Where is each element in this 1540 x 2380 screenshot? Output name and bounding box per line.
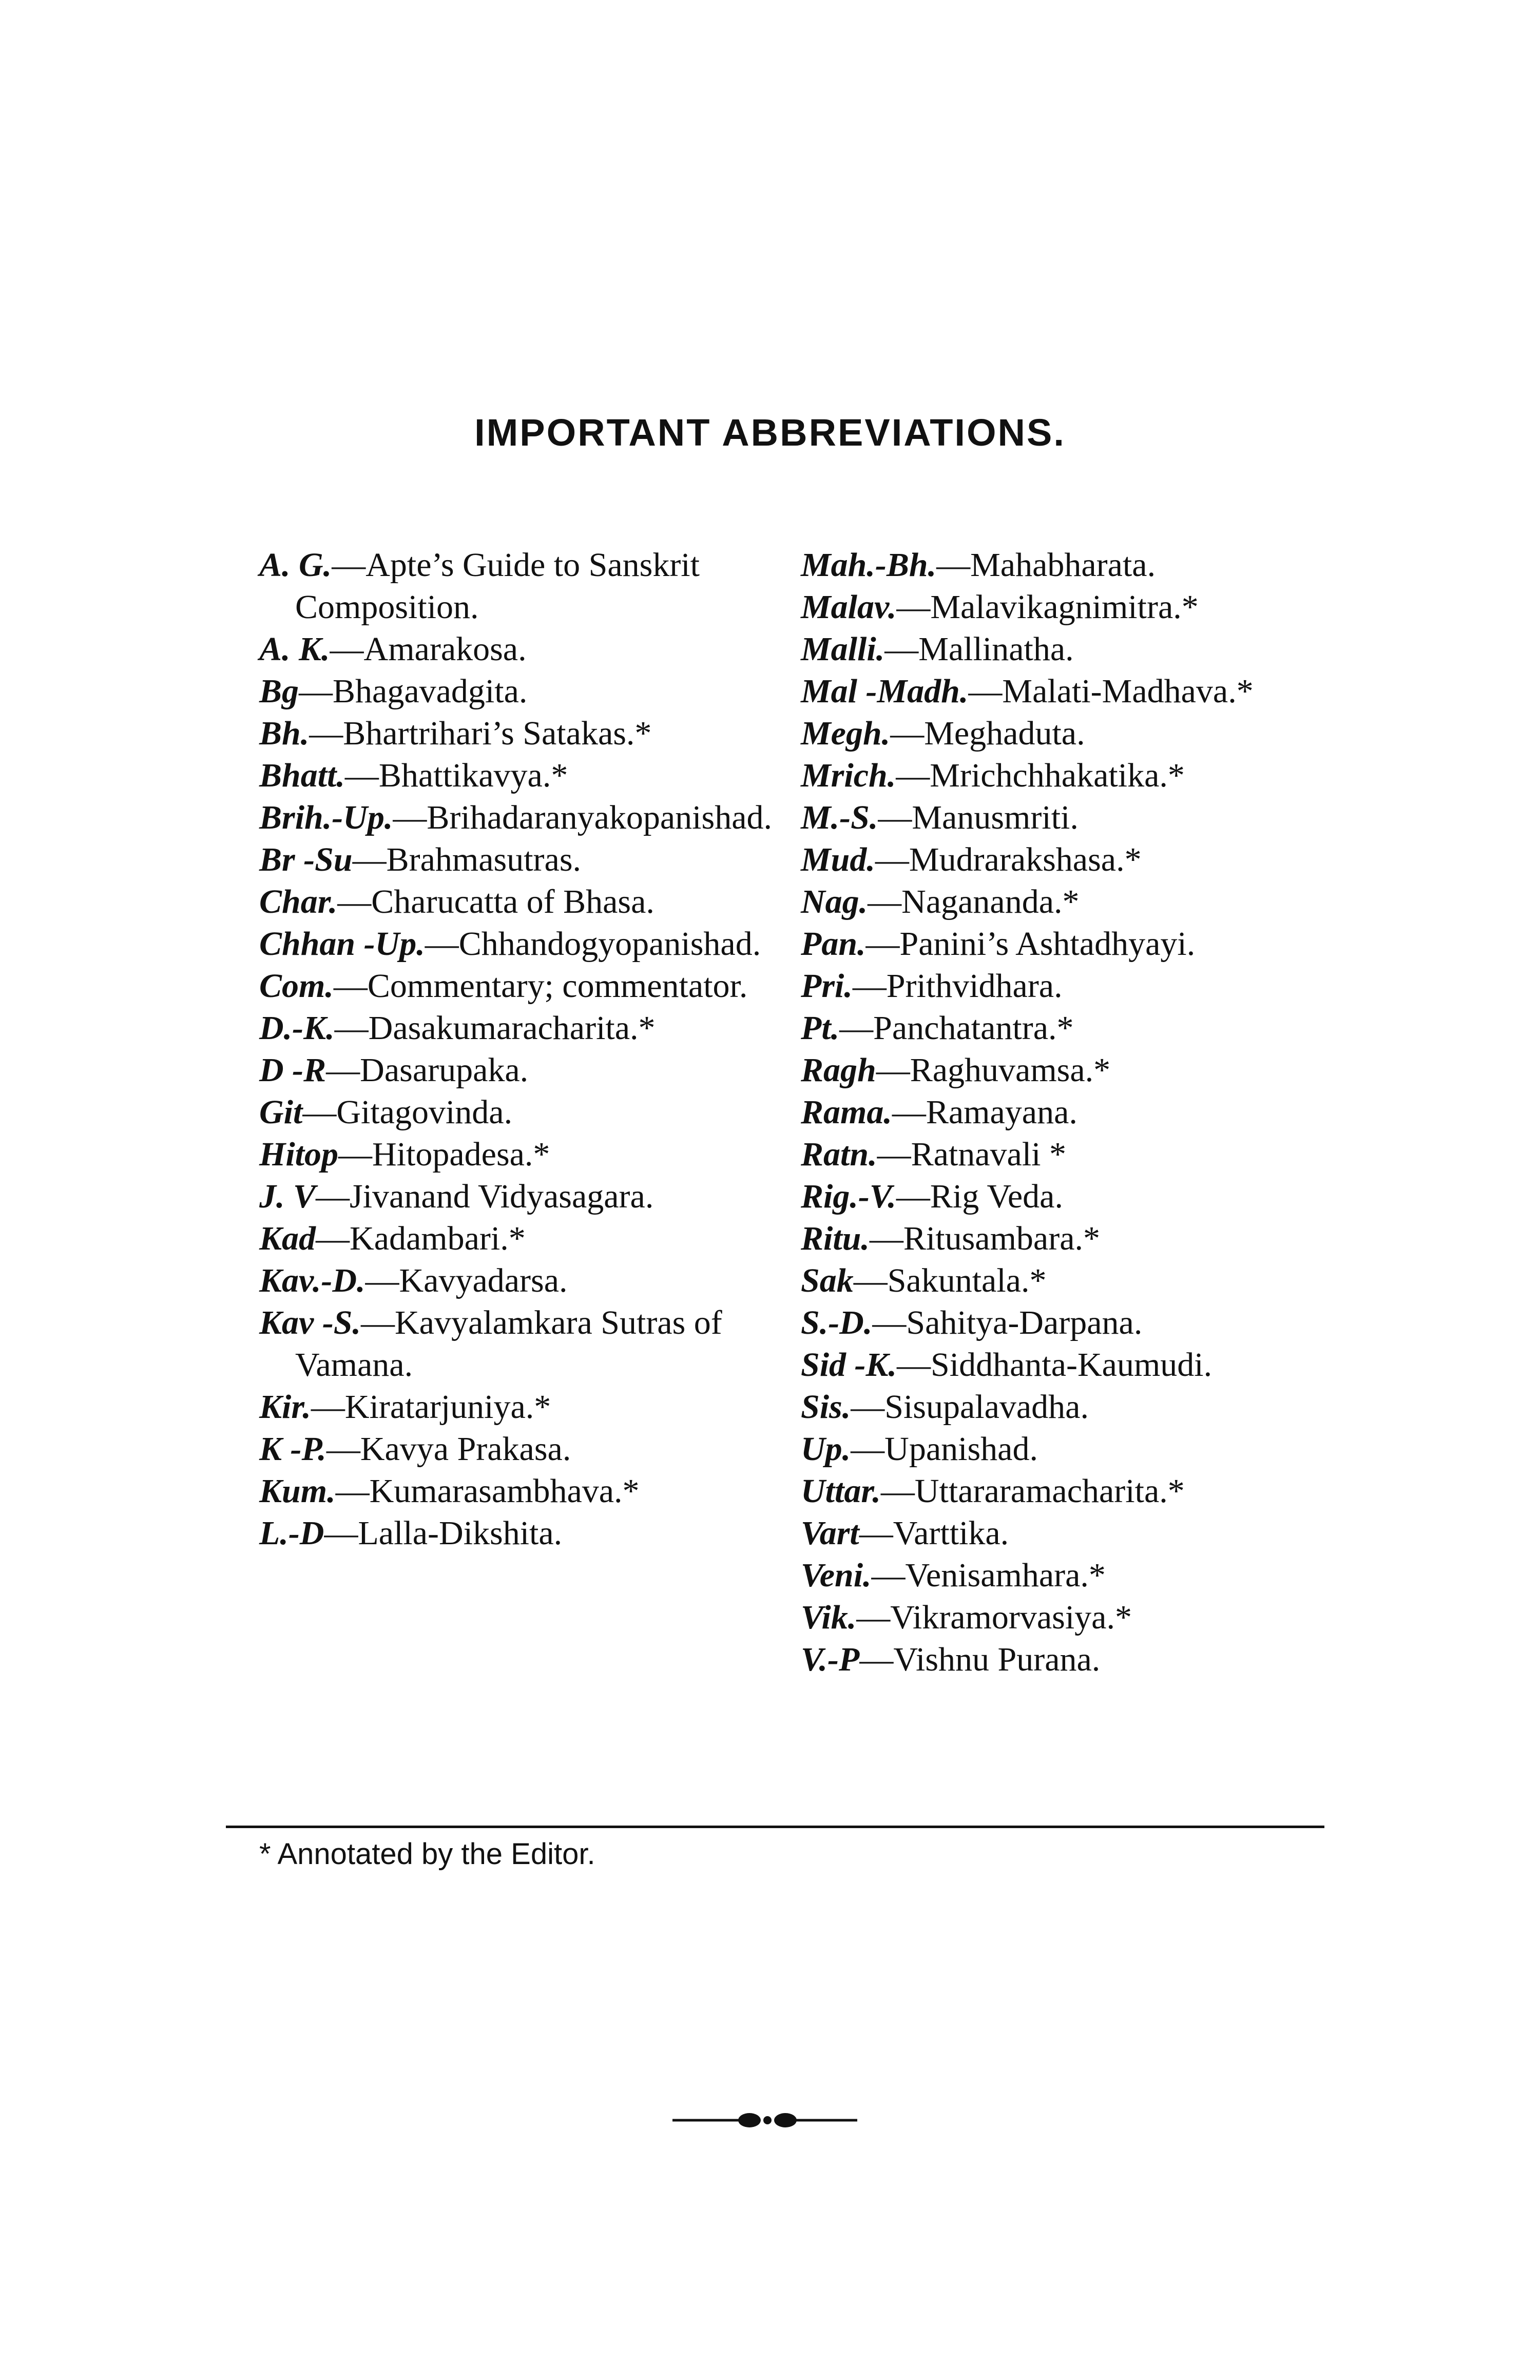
abbreviation-entry (259, 881, 778, 923)
abbreviation-meaning: Upanishad. (884, 1430, 1038, 1468)
footnote-divider (226, 1826, 1324, 1828)
entry-separator: — (361, 1304, 395, 1341)
abbreviation-meaning: Kadambari.* (350, 1220, 526, 1257)
abbreviation: Veni. (801, 1557, 872, 1594)
abbreviation-meaning: Kavya Prakasa. (360, 1430, 571, 1468)
abbreviation-entry (801, 1176, 1365, 1218)
abbreviation-meaning: Lalla-Dikshita. (358, 1514, 563, 1552)
entry-separator: — (326, 1430, 360, 1468)
abbreviation: Kav -S. (259, 1304, 361, 1341)
entry-separator: — (877, 1136, 911, 1173)
abbreviation: D.-K. (259, 1009, 335, 1047)
abbreviation-meaning: Dasakumaracharita.* (368, 1009, 656, 1047)
abbreviation: Kum. (259, 1472, 336, 1510)
abbreviation-entry (801, 965, 1365, 1007)
abbreviation-entry (259, 1007, 778, 1049)
abbreviation-meaning: Vikramorvasiya.* (890, 1599, 1132, 1636)
abbreviation: Bg (259, 673, 299, 710)
abbreviation-meaning: Ramayana. (926, 1093, 1077, 1131)
abbreviation: A. G. (259, 546, 332, 584)
abbreviation-meaning: Malati-Madhava.* (1002, 673, 1254, 710)
abbreviation-meaning: Brihadaranyakopanishad. (427, 799, 772, 836)
entry-separator: — (316, 1220, 350, 1257)
entry-separator: — (869, 1220, 903, 1257)
entry-separator: — (875, 841, 909, 878)
abbreviation: Pri. (801, 967, 853, 1005)
entry-separator: — (872, 1304, 907, 1341)
abbreviation-entry (801, 1597, 1365, 1639)
abbreviation: Malli. (801, 630, 885, 668)
abbreviation-entry (801, 1470, 1365, 1512)
abbreviation-entry (801, 797, 1365, 839)
printer-ornament-icon (672, 2105, 857, 2136)
entry-separator: — (851, 1388, 885, 1426)
abbreviation-meaning: Kavyadarsa. (399, 1262, 568, 1299)
abbreviation-meaning: Mahabharata. (970, 546, 1156, 584)
abbreviation: Mud. (801, 841, 875, 878)
abbreviation-entry (259, 839, 778, 881)
abbreviation-entry (801, 1302, 1365, 1344)
abbreviation-meaning: Raghuvamsa.* (910, 1051, 1111, 1089)
abbreviation-meaning: Panchatantra.* (873, 1009, 1074, 1047)
abbreviation-entry (259, 965, 778, 1007)
abbreviation: M.-S. (801, 799, 878, 836)
abbreviation: Mrich. (801, 757, 896, 794)
abbreviation: Bh. (259, 715, 310, 752)
entry-separator: — (302, 1093, 337, 1131)
abbreviation: Char. (259, 883, 338, 920)
abbreviation-meaning: Mallinatha. (918, 630, 1074, 668)
abbreviation-entry (801, 544, 1365, 586)
abbreviation-meaning: Rig Veda. (930, 1178, 1063, 1215)
abbreviation-entry (801, 1091, 1365, 1134)
abbreviation-meaning: Amarakosa. (363, 630, 527, 668)
abbreviation-entry (259, 1176, 778, 1218)
abbreviation-entry (259, 1260, 778, 1302)
abbreviation: Uttar. (801, 1472, 881, 1510)
entry-separator: — (352, 841, 387, 878)
abbreviation-meaning: Prithvidhara. (886, 967, 1063, 1005)
entry-separator: — (865, 925, 900, 963)
entry-separator: — (334, 1009, 369, 1047)
abbreviation: L.-D (259, 1514, 324, 1552)
right-abbreviation-column (801, 544, 1365, 1681)
abbreviation-meaning: Sakuntala.* (887, 1262, 1047, 1299)
abbreviation: Up. (801, 1430, 851, 1468)
abbreviation-meaning: Bhagavadgita. (333, 673, 528, 710)
entry-separator: — (852, 967, 887, 1005)
entry-separator: — (337, 883, 372, 920)
abbreviation-entry (801, 1428, 1365, 1470)
footnote: * Annotated by the Editor. (259, 1837, 595, 1871)
abbreviation-meaning: Manusmriti. (912, 799, 1079, 836)
abbreviation-meaning: Malavikagnimitra.* (930, 588, 1199, 626)
entry-separator: — (868, 883, 902, 920)
abbreviation: Git (259, 1093, 303, 1131)
abbreviation: Sak (801, 1262, 854, 1299)
abbreviation: Sid -K. (801, 1346, 897, 1384)
abbreviation-meaning: Uttararamacharita.* (914, 1472, 1185, 1510)
abbreviation-entry (259, 628, 778, 670)
abbreviation-entry (259, 1218, 778, 1260)
abbreviation-entry (801, 1554, 1365, 1597)
abbreviation: Ragh (801, 1051, 876, 1089)
abbreviation-meaning: Varttika. (893, 1514, 1009, 1552)
abbreviation-meaning: Kavyalamkara Sutras of Vamana. (295, 1304, 722, 1384)
abbreviation-entry (801, 839, 1365, 881)
abbreviation: Pan. (801, 925, 866, 963)
entry-separator: — (884, 630, 919, 668)
abbreviation-entry (801, 1260, 1365, 1302)
entry-separator: — (365, 1262, 399, 1299)
abbreviation: Hitop (259, 1136, 339, 1173)
entry-separator: — (871, 1557, 906, 1594)
entry-separator: — (311, 1388, 345, 1426)
abbreviation: Megh. (801, 715, 891, 752)
entry-separator: — (890, 715, 925, 752)
abbreviation-entry (259, 1049, 778, 1091)
abbreviation-entry (801, 923, 1365, 965)
abbreviation: Vik. (801, 1599, 857, 1636)
abbreviation-entry (259, 1302, 778, 1386)
abbreviation-entry (259, 1428, 778, 1470)
abbreviation-entry (259, 544, 778, 628)
entry-separator: — (335, 1472, 370, 1510)
entry-separator: — (878, 799, 912, 836)
entry-separator: — (338, 1136, 373, 1173)
entry-separator: — (876, 1051, 910, 1089)
entry-separator: — (299, 673, 333, 710)
abbreviation-entry (259, 670, 778, 713)
abbreviation-entry (801, 1049, 1365, 1091)
entry-separator: — (326, 1051, 360, 1089)
abbreviation-entry (259, 755, 778, 797)
entry-separator: — (859, 1641, 894, 1678)
left-abbreviation-column (259, 544, 778, 1554)
abbreviation: Rama. (801, 1093, 892, 1131)
abbreviation: Kir. (259, 1388, 311, 1426)
abbreviation-entry (801, 1512, 1365, 1554)
abbreviation-meaning: Mudrarakshasa.* (909, 841, 1142, 878)
abbreviation-meaning: Vishnu Purana. (893, 1641, 1101, 1678)
entry-separator: — (332, 546, 366, 584)
page-title: IMPORTANT ABBREVIATIONS. (474, 411, 1066, 454)
abbreviation: Ritu. (801, 1220, 870, 1257)
abbreviation: Rig.-V. (801, 1178, 896, 1215)
abbreviation-entry (259, 1134, 778, 1176)
abbreviation-meaning: Siddhanta-Kaumudi. (931, 1346, 1212, 1384)
abbreviation-meaning: Dasarupaka. (360, 1051, 529, 1089)
abbreviation-entry (801, 1639, 1365, 1681)
abbreviation: D -R (259, 1051, 326, 1089)
abbreviation-entry (259, 1386, 778, 1428)
abbreviation: Kav.-D. (259, 1262, 365, 1299)
entry-separator: — (324, 1514, 358, 1552)
abbreviation: Kad (259, 1220, 316, 1257)
abbreviation-meaning: Apte’s Guide to Sanskrit Composition. (295, 546, 700, 626)
abbreviation: Brih.-Up. (259, 799, 393, 836)
entry-separator: — (309, 715, 343, 752)
abbreviation-meaning: Sahitya-Darpana. (906, 1304, 1143, 1341)
abbreviation-meaning: Sisupalavadha. (884, 1388, 1089, 1426)
abbreviation-entry (801, 1386, 1365, 1428)
abbreviation: Nag. (801, 883, 868, 920)
entry-separator: — (892, 1093, 926, 1131)
abbreviation-meaning: Charucatta of Bhasa. (371, 883, 654, 920)
abbreviation-meaning: Panini’s Ashtadhyayi. (899, 925, 1196, 963)
abbreviation-meaning: Hitopadesa.* (372, 1136, 550, 1173)
abbreviation: Bhatt. (259, 757, 345, 794)
entry-separator: — (333, 967, 368, 1005)
entry-separator: — (425, 925, 459, 963)
abbreviation-entry (801, 1134, 1365, 1176)
abbreviation: Br -Su (259, 841, 353, 878)
abbreviation-meaning: Meghaduta. (924, 715, 1085, 752)
abbreviation-entry (801, 1344, 1365, 1386)
abbreviation: Vart (801, 1514, 859, 1552)
entry-separator: — (859, 1514, 893, 1552)
entry-separator: — (897, 1346, 931, 1384)
abbreviation-meaning: Bhattikavya.* (378, 757, 568, 794)
abbreviation-meaning: Commentary; commentator. (367, 967, 748, 1005)
abbreviation-entry (259, 713, 778, 755)
entry-separator: — (856, 1599, 891, 1636)
abbreviation-meaning: Mrichchhakatika.* (930, 757, 1185, 794)
abbreviation-meaning: Chhandogyopanishad. (458, 925, 761, 963)
abbreviation-meaning: Ritusambara.* (903, 1220, 1100, 1257)
abbreviation-meaning: Jivanand Vidyasagara. (350, 1178, 654, 1215)
abbreviation: Sis. (801, 1388, 851, 1426)
abbreviation-meaning: Gitagovinda. (336, 1093, 513, 1131)
abbreviation-entry (801, 628, 1365, 670)
abbreviation: Com. (259, 967, 334, 1005)
entry-separator: — (839, 1009, 874, 1047)
entry-separator: — (344, 757, 379, 794)
abbreviation-meaning: Venisamhara.* (905, 1557, 1106, 1594)
abbreviation-entry (801, 755, 1365, 797)
entry-separator: — (316, 1178, 350, 1215)
abbreviation-entry (259, 797, 778, 839)
abbreviation-entry (801, 670, 1365, 713)
abbreviation-meaning: Kumarasambhava.* (369, 1472, 640, 1510)
entry-separator: — (968, 673, 1003, 710)
entry-separator: — (896, 757, 930, 794)
abbreviation-entry (801, 1218, 1365, 1260)
entry-separator: — (851, 1430, 885, 1468)
abbreviation-entry (259, 1091, 778, 1134)
abbreviation-entry (801, 1007, 1365, 1049)
abbreviation: Mal -Madh. (801, 673, 969, 710)
entry-separator: — (880, 1472, 915, 1510)
abbreviation: K -P. (259, 1430, 326, 1468)
entry-separator: — (896, 588, 931, 626)
abbreviation-entry (801, 713, 1365, 755)
abbreviation: V.-P (801, 1641, 860, 1678)
abbreviation-entry (801, 586, 1365, 628)
abbreviation-meaning: Ratnavali * (911, 1136, 1066, 1173)
entry-separator: — (393, 799, 427, 836)
abbreviation: J. V (259, 1178, 316, 1215)
abbreviation: Malav. (801, 588, 897, 626)
entry-separator: — (330, 630, 364, 668)
abbreviation-entry (259, 1470, 778, 1512)
abbreviation: S.-D. (801, 1304, 873, 1341)
abbreviation-meaning: Kiratarjuniya.* (344, 1388, 551, 1426)
abbreviation: Ratn. (801, 1136, 877, 1173)
entry-separator: — (853, 1262, 888, 1299)
abbreviation-entry (259, 923, 778, 965)
entry-separator: — (896, 1178, 930, 1215)
abbreviation-meaning: Bhartrihari’s Satakas.* (343, 715, 652, 752)
abbreviation: Mah.-Bh. (801, 546, 937, 584)
abbreviation: Pt. (801, 1009, 840, 1047)
abbreviation: Chhan -Up. (259, 925, 425, 963)
abbreviation-meaning: Brahmasutras. (386, 841, 582, 878)
abbreviation-meaning: Nagananda.* (901, 883, 1080, 920)
abbreviation: A. K. (259, 630, 330, 668)
entry-separator: — (936, 546, 971, 584)
abbreviation-entry (801, 881, 1365, 923)
abbreviation-entry (259, 1512, 778, 1554)
